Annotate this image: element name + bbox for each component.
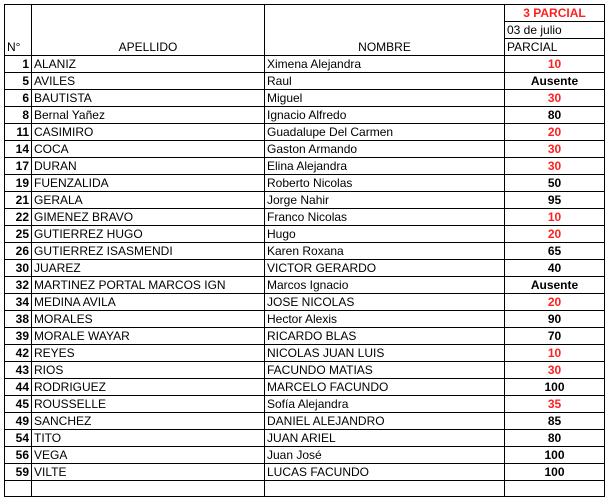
student-number[interactable]: 32 <box>5 277 32 294</box>
student-surname[interactable]: REYES <box>32 345 265 362</box>
header-grade[interactable]: PARCIAL <box>505 39 605 56</box>
student-number[interactable]: 39 <box>5 328 32 345</box>
table-row <box>5 175 605 192</box>
student-name[interactable]: Juan José <box>265 447 505 464</box>
table-row <box>5 362 605 379</box>
student-surname[interactable]: GUTIERREZ HUGO <box>32 226 265 243</box>
student-name[interactable]: Miguel <box>265 90 505 107</box>
student-grade[interactable]: 35 <box>505 396 605 413</box>
student-name[interactable]: JOSE NICOLAS <box>265 294 505 311</box>
student-number[interactable]: 44 <box>5 379 32 396</box>
student-surname[interactable]: AVILES <box>32 73 265 90</box>
grades-table <box>4 4 605 497</box>
student-surname[interactable]: GIMENEZ BRAVO <box>32 209 265 226</box>
student-name[interactable]: Raul <box>265 73 505 90</box>
blank-row <box>5 481 605 497</box>
student-grade[interactable]: 80 <box>505 107 605 124</box>
table-row <box>5 90 605 107</box>
student-number[interactable]: 8 <box>5 107 32 124</box>
student-surname[interactable]: ALANIZ <box>32 56 265 73</box>
student-number[interactable]: 54 <box>5 430 32 447</box>
student-grade[interactable]: 30 <box>505 362 605 379</box>
student-number[interactable]: 19 <box>5 175 32 192</box>
table-row <box>5 56 605 73</box>
student-surname[interactable]: ROUSSELLE <box>32 396 265 413</box>
student-grade[interactable]: 65 <box>505 243 605 260</box>
student-grade[interactable]: 80 <box>505 430 605 447</box>
student-grade[interactable]: 20 <box>505 294 605 311</box>
student-name[interactable]: VICTOR GERARDO <box>265 260 505 277</box>
student-name[interactable]: Sofía Alejandra <box>265 396 505 413</box>
student-surname[interactable]: SANCHEZ <box>32 413 265 430</box>
student-surname[interactable]: RODRIGUEZ <box>32 379 265 396</box>
student-number[interactable]: 14 <box>5 141 32 158</box>
table-row <box>5 158 605 175</box>
table-row <box>5 226 605 243</box>
table-row <box>5 107 605 124</box>
blank-cell[interactable] <box>32 481 265 497</box>
student-name[interactable]: Franco Nicolas <box>265 209 505 226</box>
student-surname[interactable]: MEDINA AVILA <box>32 294 265 311</box>
student-name[interactable]: Gaston Armando <box>265 141 505 158</box>
student-grade[interactable]: 50 <box>505 175 605 192</box>
student-grade[interactable]: 30 <box>505 90 605 107</box>
student-surname[interactable]: MORALE WAYAR <box>32 328 265 345</box>
table-row <box>5 396 605 413</box>
blank-cell[interactable] <box>5 481 32 497</box>
header-surname[interactable]: APELLIDO <box>32 5 265 56</box>
student-grade[interactable]: 100 <box>505 447 605 464</box>
student-surname[interactable]: FUENZALIDA <box>32 175 265 192</box>
table-row <box>5 209 605 226</box>
student-number[interactable]: 21 <box>5 192 32 209</box>
student-number[interactable]: 49 <box>5 413 32 430</box>
student-number[interactable]: 5 <box>5 73 32 90</box>
student-surname[interactable]: CASIMIRO <box>32 124 265 141</box>
student-name[interactable]: Hector Alexis <box>265 311 505 328</box>
student-surname[interactable]: DURAN <box>32 158 265 175</box>
student-name[interactable]: Marcos Ignacio <box>265 277 505 294</box>
student-grade[interactable]: 30 <box>505 158 605 175</box>
student-name[interactable]: LUCAS FACUNDO <box>265 464 505 481</box>
student-grade[interactable]: 20 <box>505 226 605 243</box>
student-number[interactable]: 45 <box>5 396 32 413</box>
student-number[interactable]: 25 <box>5 226 32 243</box>
student-name[interactable]: Roberto Nicolas <box>265 175 505 192</box>
student-name[interactable]: Elina Alejandra <box>265 158 505 175</box>
student-surname[interactable]: GERALA <box>32 192 265 209</box>
table-row <box>5 413 605 430</box>
header-row-title <box>5 5 605 22</box>
exam-title[interactable]: 3 PARCIAL <box>505 5 605 22</box>
table-row <box>5 124 605 141</box>
student-name[interactable]: Jorge Nahir <box>265 192 505 209</box>
student-grade[interactable]: 10 <box>505 209 605 226</box>
student-rows <box>5 56 605 481</box>
student-grade[interactable]: 30 <box>505 141 605 158</box>
student-grade[interactable]: Ausente <box>505 277 605 294</box>
student-name[interactable]: JUAN ARIEL <box>265 430 505 447</box>
table-row <box>5 464 605 481</box>
student-name[interactable]: Karen Roxana <box>265 243 505 260</box>
student-name[interactable]: Guadalupe Del Carmen <box>265 124 505 141</box>
student-grade[interactable]: 10 <box>505 56 605 73</box>
student-grade[interactable]: 95 <box>505 192 605 209</box>
student-number[interactable]: 34 <box>5 294 32 311</box>
student-surname[interactable]: COCA <box>32 141 265 158</box>
student-grade[interactable]: 40 <box>505 260 605 277</box>
table-row <box>5 141 605 158</box>
student-number[interactable]: 11 <box>5 124 32 141</box>
student-name[interactable]: Hugo <box>265 226 505 243</box>
student-number[interactable]: 26 <box>5 243 32 260</box>
student-grade[interactable]: 100 <box>505 464 605 481</box>
header-number[interactable]: N° <box>5 5 32 56</box>
student-number[interactable]: 38 <box>5 311 32 328</box>
student-number[interactable]: 59 <box>5 464 32 481</box>
student-grade[interactable]: 20 <box>505 124 605 141</box>
header-name[interactable]: NOMBRE <box>265 5 505 56</box>
blank-cell[interactable] <box>505 481 605 497</box>
student-grade[interactable]: 70 <box>505 328 605 345</box>
student-number[interactable]: 43 <box>5 362 32 379</box>
student-name[interactable]: FACUNDO MATIAS <box>265 362 505 379</box>
student-surname[interactable]: TITO <box>32 430 265 447</box>
student-grade[interactable]: 85 <box>505 413 605 430</box>
blank-cell[interactable] <box>265 481 505 497</box>
student-name[interactable]: Ignacio Alfredo <box>265 107 505 124</box>
student-surname[interactable]: VILTE <box>32 464 265 481</box>
student-number[interactable]: 1 <box>5 56 32 73</box>
student-surname[interactable]: MORALES <box>32 311 265 328</box>
student-name[interactable]: Ximena Alejandra <box>265 56 505 73</box>
student-number[interactable]: 42 <box>5 345 32 362</box>
student-surname[interactable]: GUTIERREZ ISASMENDI <box>32 243 265 260</box>
table-row <box>5 243 605 260</box>
student-surname[interactable]: BAUTISTA <box>32 90 265 107</box>
exam-date[interactable]: 03 de julio <box>505 22 605 39</box>
student-number[interactable]: 56 <box>5 447 32 464</box>
student-name[interactable]: RICARDO BLAS <box>265 328 505 345</box>
student-grade[interactable]: 90 <box>505 311 605 328</box>
table-row <box>5 430 605 447</box>
table-row <box>5 277 605 294</box>
table-row <box>5 328 605 345</box>
student-number[interactable]: 17 <box>5 158 32 175</box>
table-row <box>5 260 605 277</box>
student-surname[interactable]: JUAREZ <box>32 260 265 277</box>
student-number[interactable]: 30 <box>5 260 32 277</box>
table-row <box>5 294 605 311</box>
table-row <box>5 73 605 90</box>
table-row <box>5 345 605 362</box>
student-surname[interactable]: RIOS <box>32 362 265 379</box>
student-grade[interactable]: 10 <box>505 345 605 362</box>
table-row <box>5 379 605 396</box>
student-name[interactable]: MARCELO FACUNDO <box>265 379 505 396</box>
table-row <box>5 447 605 464</box>
student-surname[interactable]: MARTINEZ PORTAL MARCOS IGN <box>32 277 265 294</box>
table-row <box>5 192 605 209</box>
student-surname[interactable]: Bernal Yañez <box>32 107 265 124</box>
student-surname[interactable]: VEGA <box>32 447 265 464</box>
table-row <box>5 311 605 328</box>
student-grade[interactable]: Ausente <box>505 73 605 90</box>
student-number[interactable]: 6 <box>5 90 32 107</box>
student-number[interactable]: 22 <box>5 209 32 226</box>
student-name[interactable]: DANIEL ALEJANDRO <box>265 413 505 430</box>
student-name[interactable]: NICOLAS JUAN LUIS <box>265 345 505 362</box>
student-grade[interactable]: 100 <box>505 379 605 396</box>
